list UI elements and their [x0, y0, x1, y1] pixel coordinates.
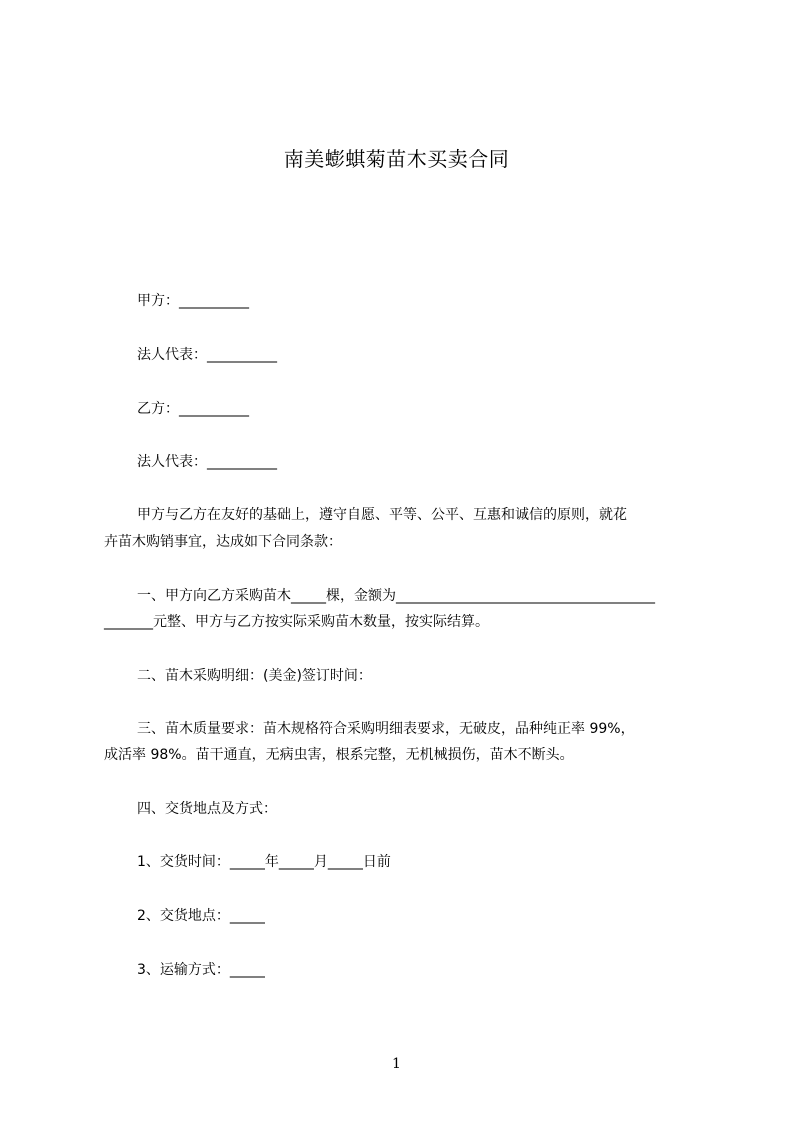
- clause-1-line-1: 一、甲方向乙方采购苗木_____棵，金额为_____________________________________: [137, 588, 655, 604]
- delivery-time-item: 1、交货时间：_____年_____月_____日前: [137, 854, 391, 870]
- clause-2-line: 二、苗木采购明细：(美金)签订时间：: [137, 668, 372, 684]
- clause-3-line-2: 成活率 98%。苗干通直，无病虫害，根系完整，无机械损伤，苗木不断头。: [104, 747, 574, 763]
- clause-3-line-1: 三、苗木质量要求：苗木规格符合采购明细表要求，无破皮，品种纯正率 99%，: [137, 721, 635, 737]
- party-a-line: 甲方：__________: [137, 293, 249, 309]
- document-title: 南美蟛蜞菊苗木买卖合同: [283, 147, 510, 171]
- party-b-line: 乙方：__________: [137, 401, 249, 417]
- delivery-place-item: 2、交货地点：_____: [137, 908, 265, 924]
- intro-paragraph-line-1: 甲方与乙方在友好的基础上，遵守自愿、平等、公平、互惠和诚信的原则，就花: [137, 507, 627, 523]
- page-number: 1: [392, 1056, 401, 1072]
- party-a-rep-line: 法人代表：__________: [137, 347, 277, 363]
- clause-1-line-2: _______元整、甲方与乙方按实际采购苗木数量，按实际结算。: [104, 614, 489, 630]
- intro-paragraph-line-2: 卉苗木购销事宜，达成如下合同条款：: [104, 534, 342, 550]
- party-b-rep-line: 法人代表：__________: [137, 454, 277, 470]
- clause-4-heading: 四、交货地点及方式：: [137, 801, 277, 817]
- transport-method-item: 3、运输方式：_____: [137, 962, 265, 978]
